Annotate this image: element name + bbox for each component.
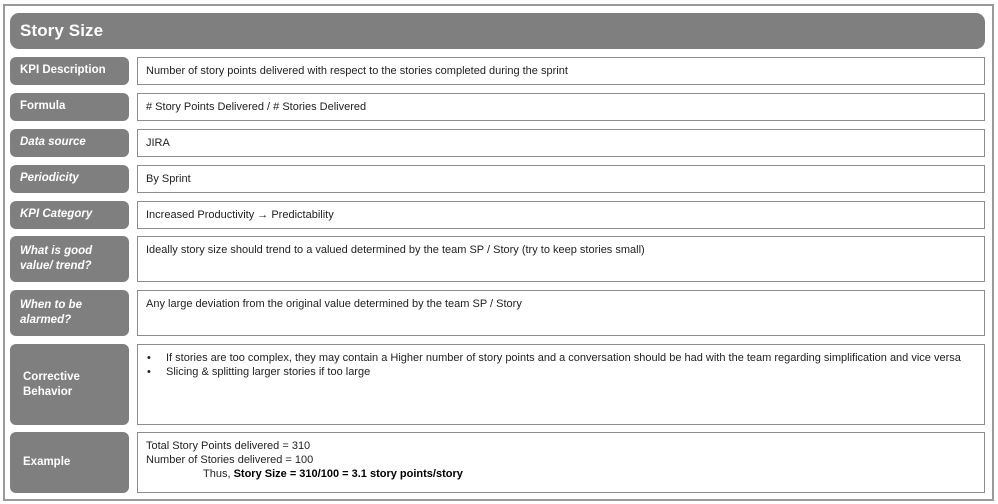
page-title: Story Size xyxy=(10,13,985,49)
example-thus: Thus, xyxy=(203,468,231,480)
category-to: Predictability xyxy=(271,209,334,221)
value-alarm: Any large deviation from the original value determined by the team SP / Story xyxy=(137,290,985,336)
example-line-result xyxy=(146,467,976,481)
value-corrective-behavior xyxy=(137,344,985,425)
category-from: Increased Productivity xyxy=(146,209,255,221)
list-item: • Slicing & splitting larger stories if too large xyxy=(146,365,976,379)
value-example xyxy=(137,432,985,493)
row-data-source xyxy=(10,129,985,157)
value-formula: # Story Points Delivered / # Stories Delivered xyxy=(137,93,985,121)
row-example xyxy=(10,432,985,493)
row-periodicity xyxy=(10,165,985,193)
row-corrective-behavior xyxy=(10,344,985,425)
label-periodicity: Periodicity xyxy=(10,165,129,193)
label-data-source: Data source xyxy=(10,129,129,157)
value-kpi-description: Number of story points delivered with respect to the stories completed during the sprint xyxy=(137,57,985,85)
label-kpi-category: KPI Category xyxy=(10,201,129,229)
label-corrective-behavior: Corrective Behavior xyxy=(10,344,129,425)
value-kpi-category xyxy=(137,201,985,229)
label-alarm: When to be alarmed? xyxy=(10,290,129,336)
row-kpi-category xyxy=(10,201,985,229)
value-data-source: JIRA xyxy=(137,129,985,157)
example-result: Story Size = 310/100 = 3.1 story points/story xyxy=(233,468,463,480)
example-line-stories: Number of Stories delivered = 100 xyxy=(146,454,314,466)
value-periodicity: By Sprint xyxy=(137,165,985,193)
label-kpi-description: KPI Description xyxy=(10,57,129,85)
row-kpi-description xyxy=(10,57,985,85)
row-good-value xyxy=(10,236,985,282)
arrow-right-icon: → xyxy=(257,209,269,221)
list-item: • If stories are too complex, they may contain a Higher number of story points and a conversation should be had with the team regarding simplification and vice versa xyxy=(146,351,976,365)
label-good-value: What is good value/ trend? xyxy=(10,236,129,282)
example-line-total-points: Total Story Points delivered = 310 xyxy=(146,440,311,452)
label-example: Example xyxy=(10,432,129,493)
row-formula xyxy=(10,93,985,121)
value-good-value: Ideally story size should trend to a valued determined by the team SP / Story (try to keep stories small) xyxy=(137,236,985,282)
label-formula: Formula xyxy=(10,93,129,121)
corrective-bullet-list xyxy=(146,351,976,379)
row-alarm xyxy=(10,290,985,336)
